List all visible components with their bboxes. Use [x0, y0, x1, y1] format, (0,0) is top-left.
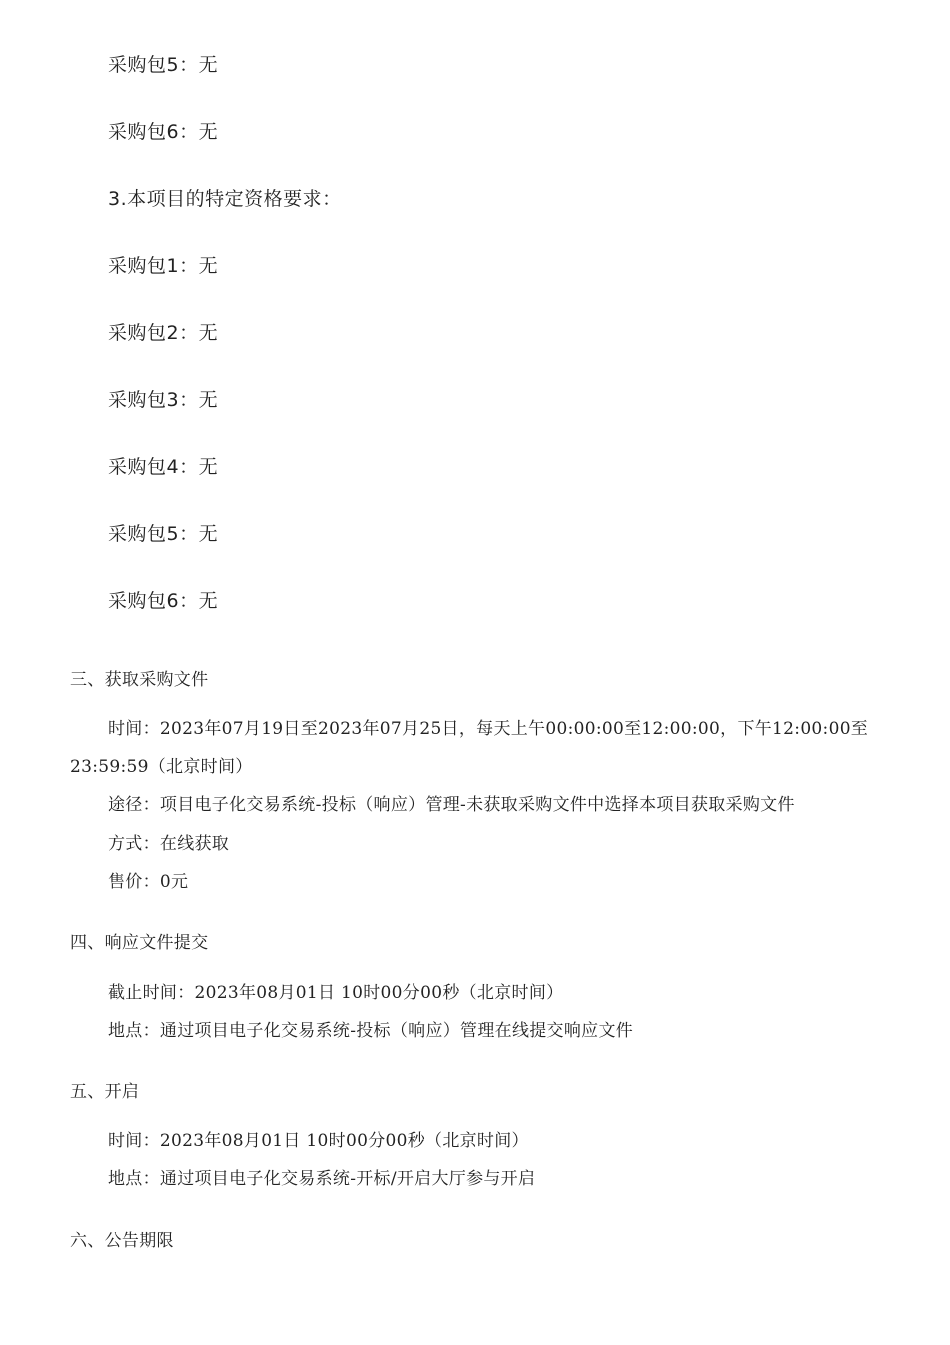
obtain-method: 方式：在线获取 — [108, 834, 230, 854]
opening-location: 地点：通过项目电子化交易系统-开标/开启大厅参与开启 — [108, 1169, 536, 1189]
qualification-package-3: 采购包3：无 — [108, 389, 219, 411]
submit-deadline: 截止时间：2023年08月01日 10时00分00秒（北京时间） — [108, 983, 564, 1003]
qualification-package-5: 采购包5：无 — [108, 523, 219, 545]
qualification-title: 3.本项目的特定资格要求： — [108, 188, 342, 210]
qualification-package-2: 采购包2：无 — [108, 322, 219, 344]
obtain-time-line1: 时间：2023年07月19日至2023年07月25日，每天上午00:00:00至12:00:00，下午12:00:00至 — [108, 719, 869, 739]
qualification-package-1: 采购包1：无 — [108, 255, 219, 277]
obtain-route: 途径：项目电子化交易系统-投标（响应）管理-未获取采购文件中选择本项目获取采购文件 — [108, 795, 795, 815]
qualification-package-6: 采购包6：无 — [108, 590, 219, 612]
package-6-top: 采购包6：无 — [108, 121, 219, 143]
section-heading-obtain-documents: 三、获取采购文件 — [70, 670, 209, 690]
obtain-price: 售价：0元 — [108, 872, 189, 892]
section-heading-notice-period: 六、公告期限 — [70, 1231, 174, 1251]
obtain-time-line2: 23:59:59（北京时间） — [70, 757, 253, 777]
section-heading-opening: 五、开启 — [70, 1082, 140, 1102]
qualification-package-4: 采购包4：无 — [108, 456, 219, 478]
submit-location: 地点：通过项目电子化交易系统-投标（响应）管理在线提交响应文件 — [108, 1021, 634, 1041]
package-5-top: 采购包5：无 — [108, 54, 219, 76]
section-heading-submit-response: 四、响应文件提交 — [70, 933, 209, 953]
opening-time: 时间：2023年08月01日 10时00分00秒（北京时间） — [108, 1131, 529, 1151]
